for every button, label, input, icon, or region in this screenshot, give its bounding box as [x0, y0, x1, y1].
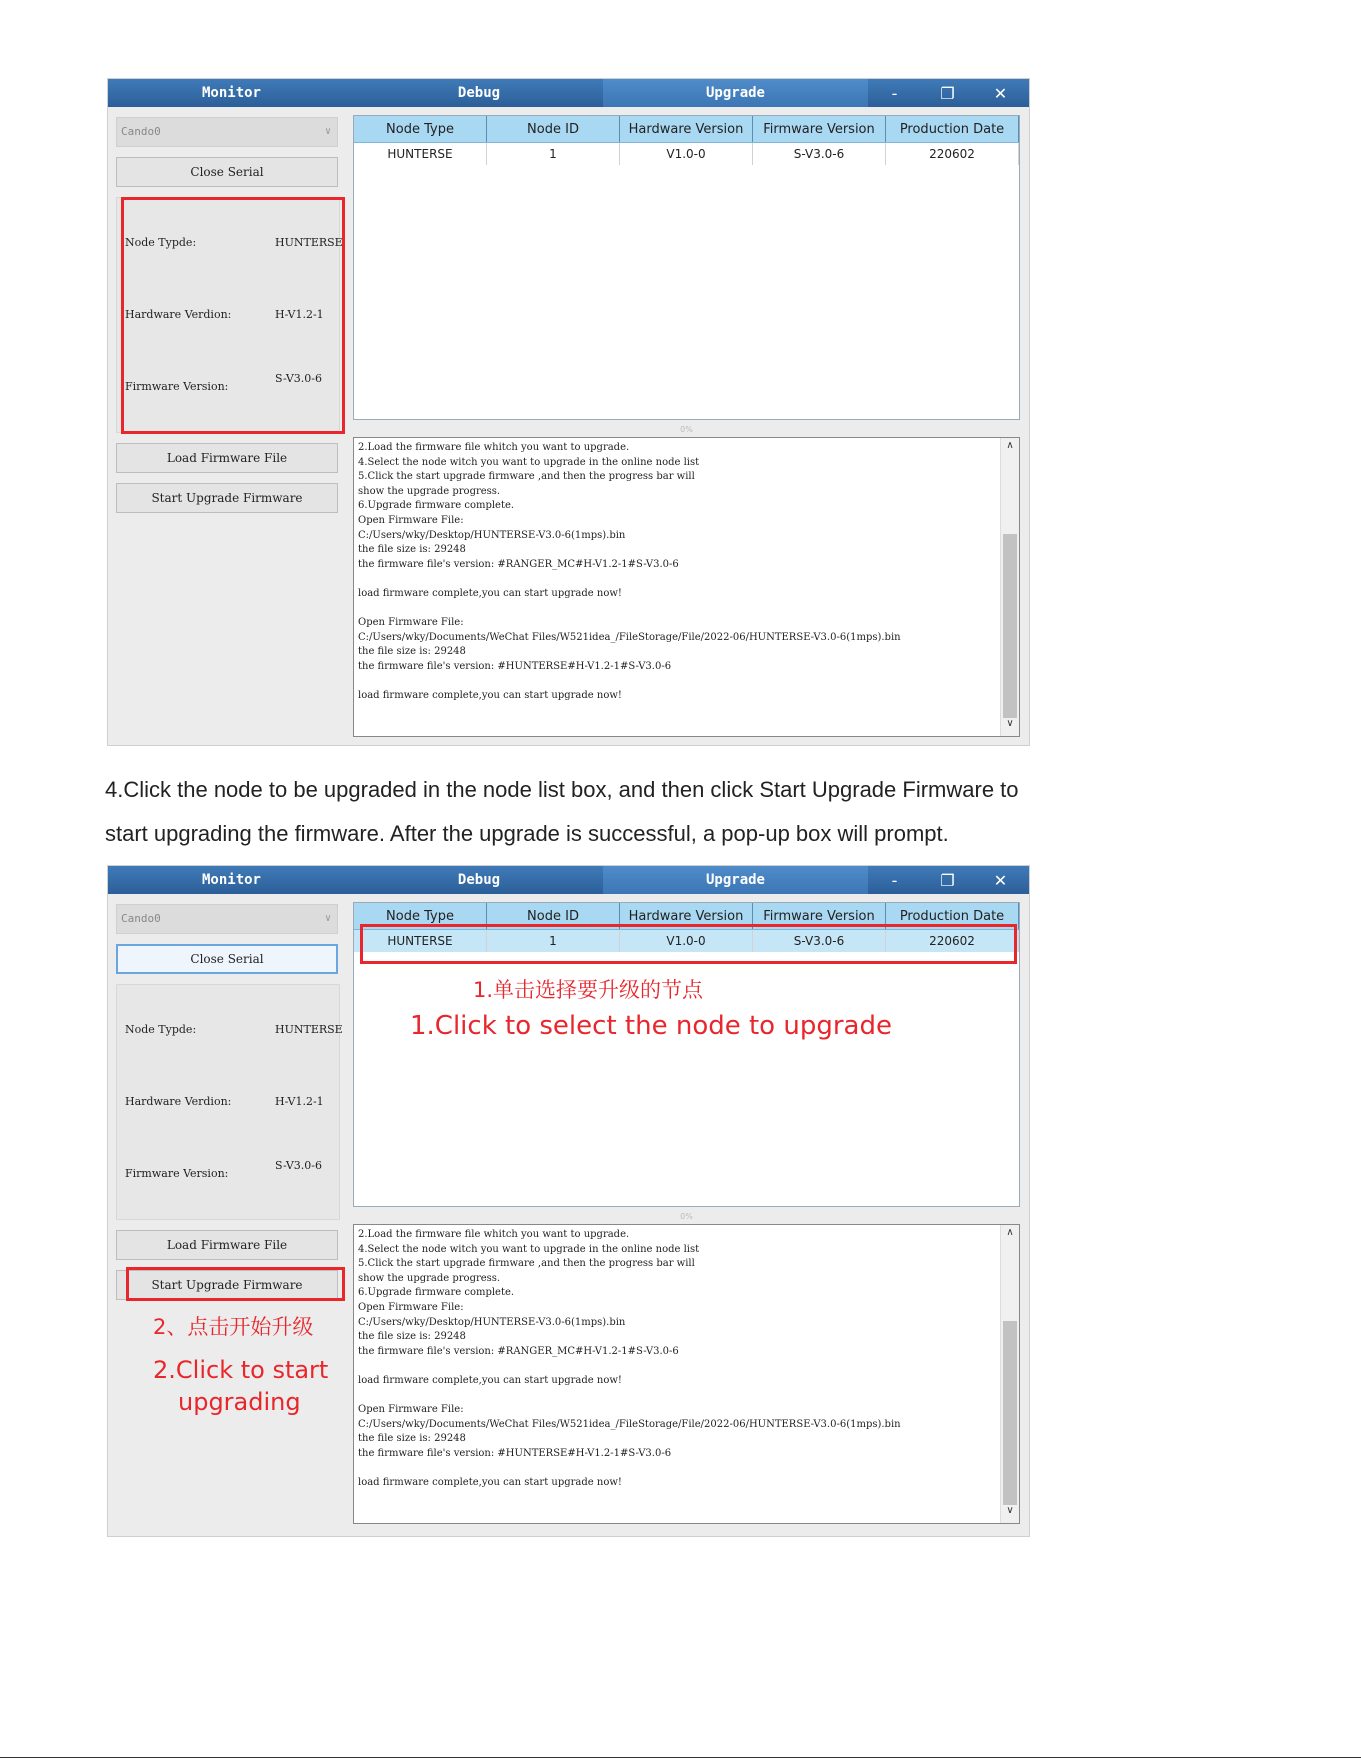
table-cell: 220602: [886, 930, 1019, 952]
node-type-label: Node Typde:: [125, 236, 197, 249]
node-info-panel: [116, 984, 343, 1220]
load-firmware-button[interactable]: Load Firmware File: [116, 443, 338, 473]
progress-text: 0%: [680, 425, 693, 434]
table-cell: 220602: [886, 143, 1019, 165]
tab-upgrade[interactable]: Upgrade: [603, 79, 868, 107]
annotation-step2-cn: 2、点击开始升级: [153, 1315, 314, 1339]
table-row[interactable]: [354, 143, 1019, 165]
upgrade-window-1: [107, 78, 1030, 746]
column-header[interactable]: Production Date: [886, 116, 1019, 142]
highlight-node-row: [360, 924, 1017, 964]
tab-debug[interactable]: Debug: [457, 872, 501, 888]
annotation-step1-en: 1.Click to select the node to upgrade: [410, 1011, 892, 1041]
column-header[interactable]: Node Type: [354, 903, 487, 929]
tab-upgrade[interactable]: Upgrade: [603, 866, 868, 894]
log-scrollbar[interactable]: [1000, 1225, 1019, 1523]
start-upgrade-button[interactable]: Start Upgrade Firmware: [116, 1270, 338, 1300]
log-scrollbar[interactable]: [1000, 438, 1019, 736]
column-header[interactable]: Production Date: [886, 903, 1019, 929]
table-header: [354, 116, 1019, 143]
annotation-step2-en-2: upgrading: [178, 1388, 301, 1416]
load-firmware-button[interactable]: Load Firmware File: [116, 1230, 338, 1260]
annotation-step2-en-1: 2.Click to start: [153, 1356, 329, 1384]
instruction-paragraph: [105, 768, 1255, 856]
highlight-node-info: [121, 197, 345, 434]
scroll-up-icon[interactable]: ∧: [1006, 1227, 1014, 1238]
log-output[interactable]: [353, 1224, 1020, 1524]
log-text: 2.Load the firmware file whitch you want to upgrade. 4.Select the node witch you want to upgrade in the online node list 5.Click the start upgrade firmware ,and then the progress bar will show the upgrade progress. 6.Upgrade firmware complete. Open Firmware File: C:/Users/wky/Desktop/HUNTERSE-V3.0-6(1mps).bin the file size is: 29248 the firmware file's version: #RANGER_MC#H-V1.2-1#S-V3.0-6 load firmware complete,you can start upgrade now! Open Firmware File: C:/Users/wky/Documents/WeChat Files/W521idea_/FileStorage/File/2022-06/HUNTERSE-V3.0-6(1mps).bin the file size is: 29248 the firmware file's version: #HUNTERSE#H-V1.2-1#S-V3.0-6 load firmware complete,you can start upgrade now!: [358, 1229, 901, 1489]
footer-divider: [0, 1757, 1361, 1758]
column-header[interactable]: Node ID: [487, 903, 620, 929]
tab-monitor[interactable]: Monitor: [201, 872, 261, 888]
annotation-step1-cn: 1.单击选择要升级的节点: [473, 978, 704, 1002]
highlight-start-upgrade: [126, 1267, 345, 1301]
column-header[interactable]: Firmware Version: [753, 116, 886, 142]
column-header[interactable]: Hardware Version: [620, 903, 753, 929]
column-header[interactable]: Firmware Version: [753, 903, 886, 929]
minimize-icon[interactable]: -: [891, 83, 898, 103]
maximize-icon[interactable]: ❐: [940, 83, 955, 103]
close-serial-button[interactable]: Close Serial: [116, 944, 338, 974]
table-cell: HUNTERSE: [354, 143, 487, 165]
port-select[interactable]: [116, 117, 338, 147]
column-header[interactable]: Node ID: [487, 116, 620, 142]
instruction-line-2: start upgrading the firmware. After the upgrade is successful, a pop-up box will prompt.: [105, 821, 949, 846]
close-serial-button[interactable]: Close Serial: [116, 157, 338, 187]
node-type-label: Node Typde:: [125, 1023, 197, 1036]
maximize-icon[interactable]: ❐: [940, 870, 955, 890]
table-cell: V1.0-0: [620, 143, 753, 165]
port-select[interactable]: [116, 904, 338, 934]
firmware-version-value: S-V3.0-6: [275, 372, 323, 385]
chevron-down-icon: ∨: [324, 126, 331, 137]
port-select-value: Cando0: [121, 912, 161, 925]
close-icon[interactable]: ✕: [993, 870, 1008, 890]
tab-debug[interactable]: Debug: [457, 85, 501, 101]
table-cell: V1.0-0: [620, 930, 753, 952]
column-header[interactable]: Node Type: [354, 116, 487, 142]
scroll-up-icon[interactable]: ∧: [1006, 440, 1014, 451]
column-header[interactable]: Hardware Version: [620, 116, 753, 142]
scroll-thumb[interactable]: [1003, 534, 1017, 718]
scroll-thumb[interactable]: [1003, 1321, 1017, 1505]
table-cell: 1: [487, 930, 620, 952]
node-type-value: HUNTERSE: [275, 236, 343, 249]
node-list-table: [353, 115, 1020, 420]
port-select-value: Cando0: [121, 125, 161, 138]
upgrade-window-2: [107, 865, 1030, 1537]
log-output[interactable]: [353, 437, 1020, 737]
table-cell: S-V3.0-6: [753, 143, 886, 165]
tab-monitor[interactable]: Monitor: [201, 85, 261, 101]
start-upgrade-button[interactable]: Start Upgrade Firmware: [116, 483, 338, 513]
minimize-icon[interactable]: -: [891, 870, 898, 890]
titlebar: [108, 79, 1029, 107]
table-cell: 1: [487, 143, 620, 165]
table-cell: HUNTERSE: [354, 930, 487, 952]
log-text: 2.Load the firmware file whitch you want to upgrade. 4.Select the node witch you want to upgrade in the online node list 5.Click the start upgrade firmware ,and then the progress bar will show the upgrade progress. 6.Upgrade firmware complete. Open Firmware File: C:/Users/wky/Desktop/HUNTERSE-V3.0-6(1mps).bin the file size is: 29248 the firmware file's version: #RANGER_MC#H-V1.2-1#S-V3.0-6 load firmware complete,you can start upgrade now! Open Firmware File: C:/Users/wky/Documents/WeChat Files/W521idea_/FileStorage/File/2022-06/HUNTERSE-V3.0-6(1mps).bin the file size is: 29248 the firmware file's version: #HUNTERSE#H-V1.2-1#S-V3.0-6 load firmware complete,you can start upgrade now!: [358, 442, 901, 702]
scroll-down-icon[interactable]: ∨: [1006, 718, 1014, 729]
instruction-line-1: 4.Click the node to be upgraded in the node list box, and then click Start Upgrade Firmware to: [105, 777, 1019, 802]
titlebar: [108, 866, 1029, 894]
scroll-down-icon[interactable]: ∨: [1006, 1505, 1014, 1516]
hardware-version-value: H-V1.2-1: [275, 308, 324, 321]
hardware-version-value: H-V1.2-1: [275, 1095, 324, 1108]
progress-text: 0%: [680, 1212, 693, 1221]
chevron-down-icon: ∨: [324, 913, 331, 924]
firmware-version-value: S-V3.0-6: [275, 1159, 323, 1172]
firmware-version-label: Firmware Version:: [125, 380, 229, 393]
hardware-version-label: Hardware Verdion:: [125, 308, 232, 321]
table-cell: S-V3.0-6: [753, 930, 886, 952]
hardware-version-label: Hardware Verdion:: [125, 1095, 232, 1108]
firmware-version-label: Firmware Version:: [125, 1167, 229, 1180]
close-icon[interactable]: ✕: [993, 83, 1008, 103]
node-type-value: HUNTERSE: [275, 1023, 343, 1036]
